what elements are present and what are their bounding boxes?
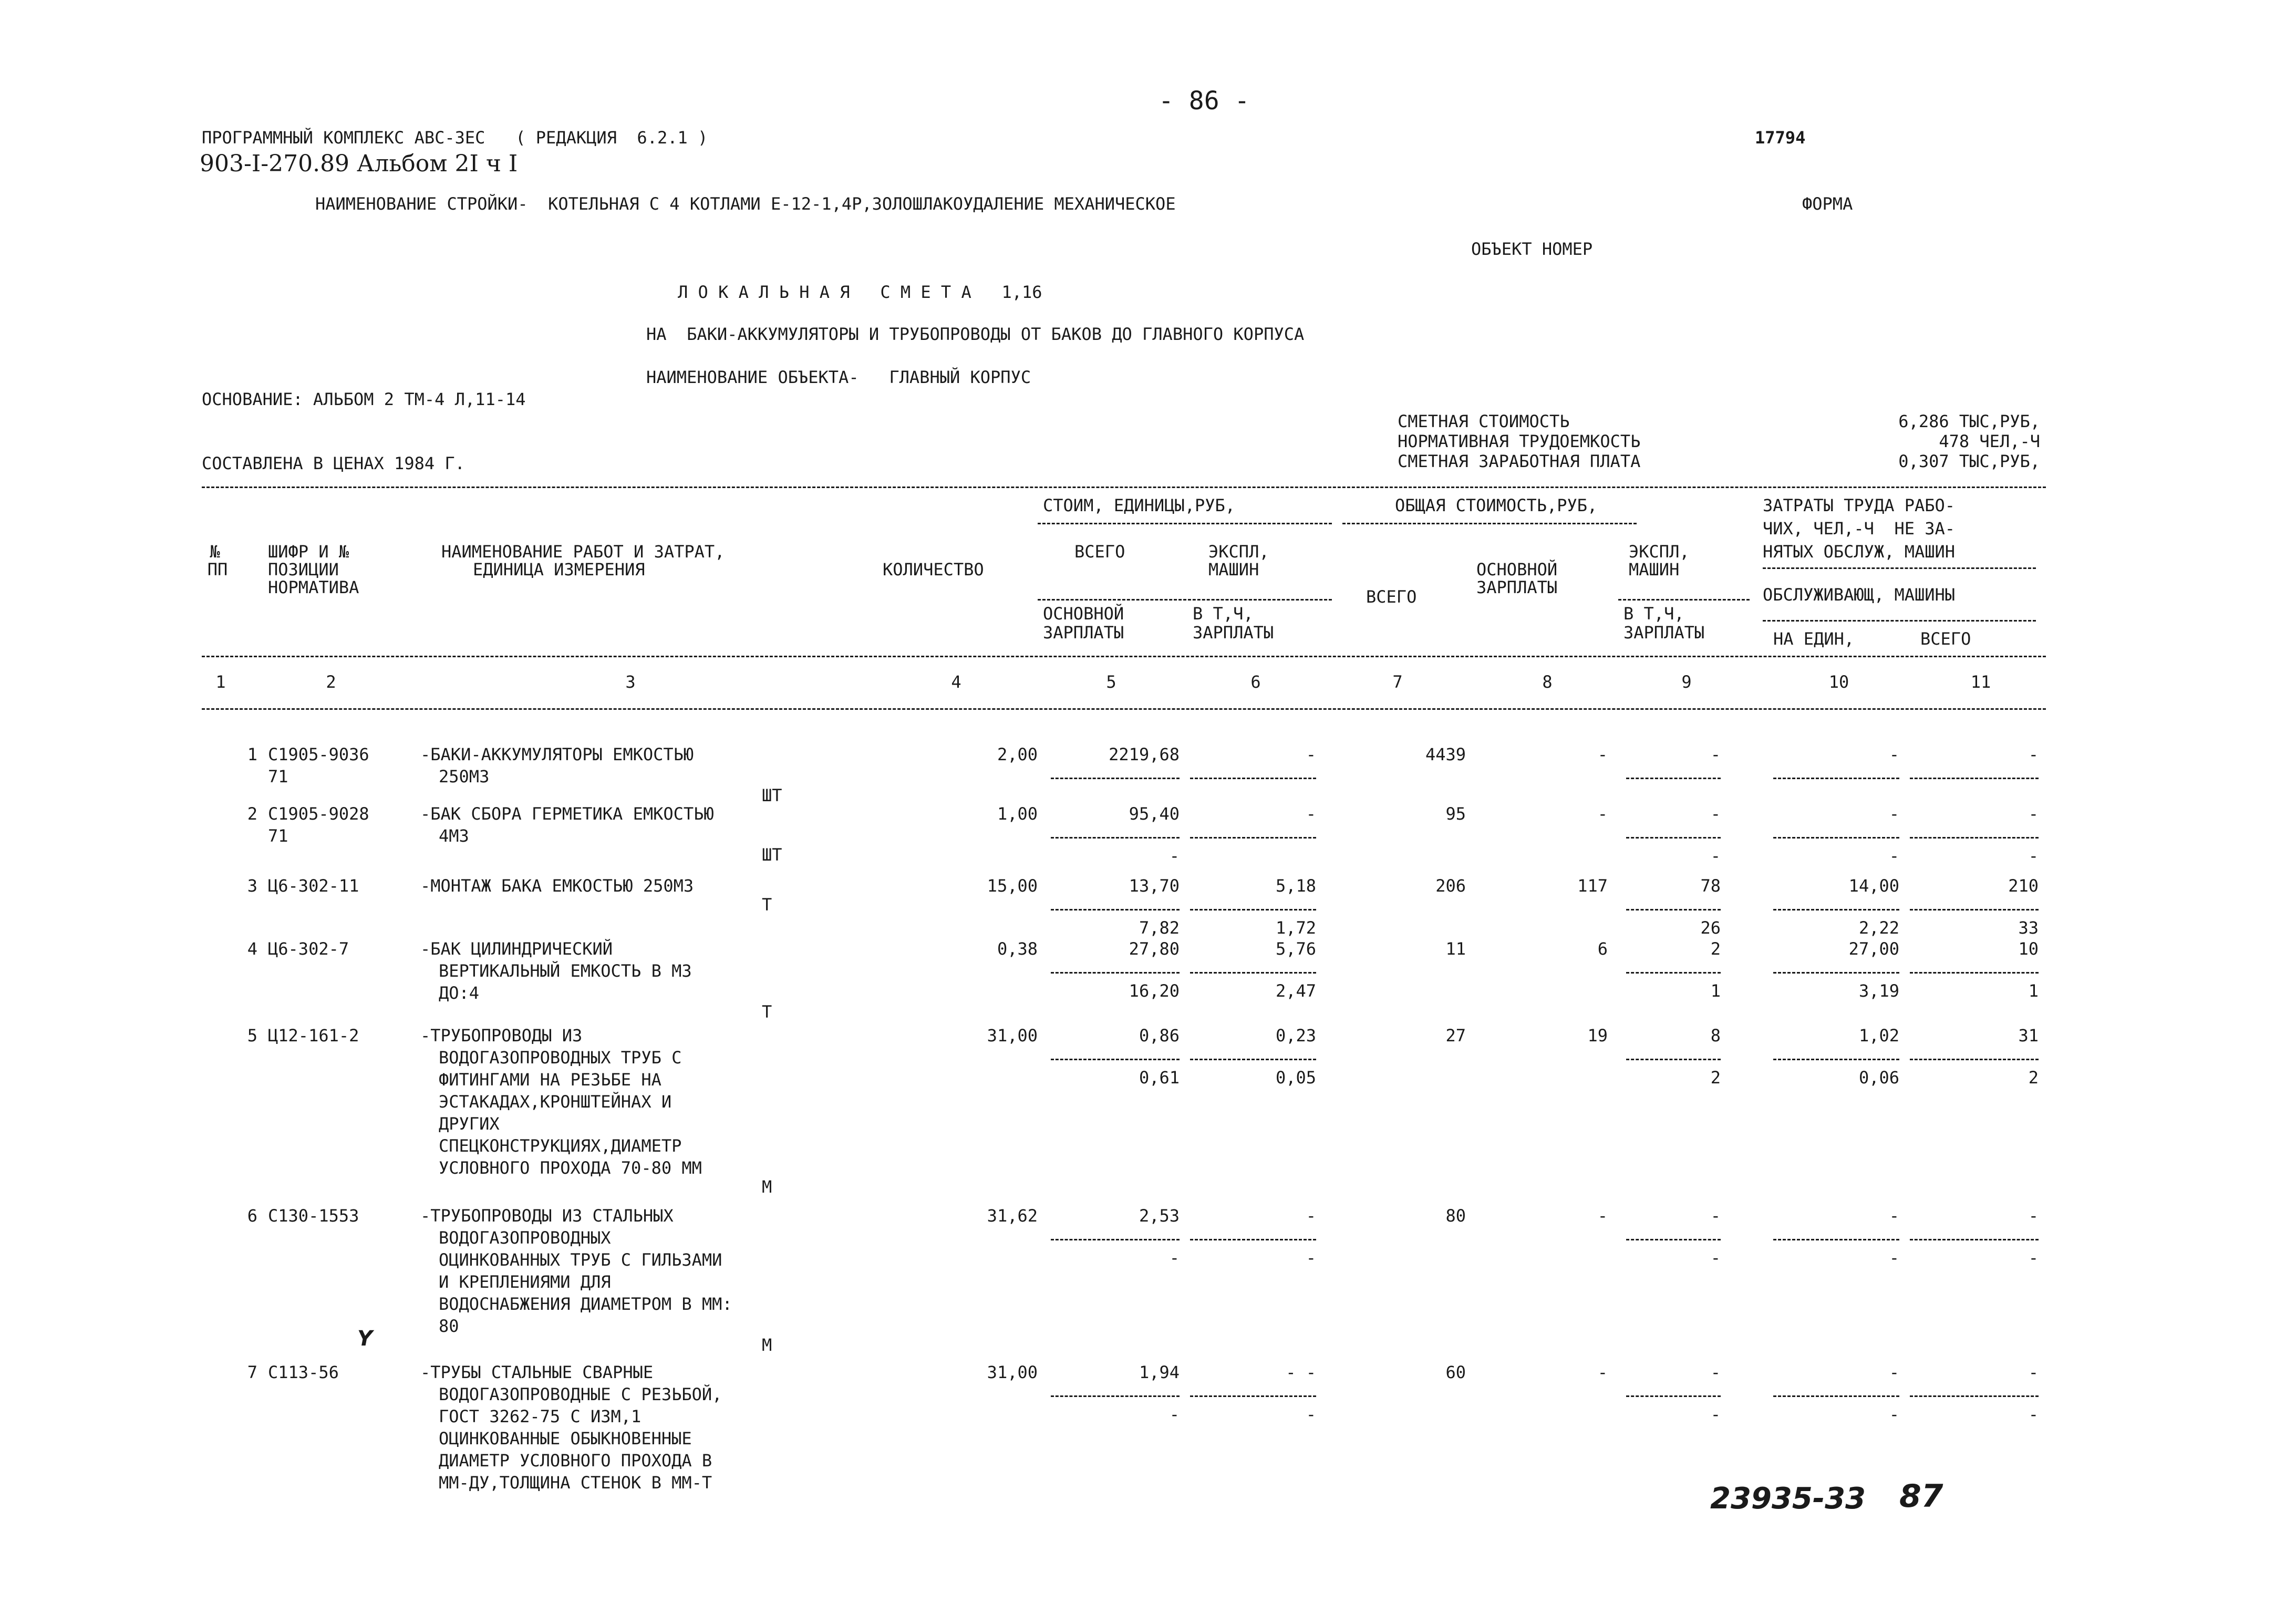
header-col1: ПП [207,560,228,580]
row-name-line: -ТРУБЫ СТАЛЬНЫЕ СВАРНЫЕ [420,1362,654,1382]
row-value: - [1889,744,1899,764]
header-unit-mach: ЭКСПЛ, [1208,542,1269,562]
row-value: 27,80 [1129,939,1180,959]
row-value: 2219,68 [1109,744,1180,764]
row-value: - - [1286,1362,1316,1382]
cell-underline [1773,972,1899,974]
row-value-sub: - [1710,1404,1721,1424]
row-name-line: ФИТИНГАМИ НА РЕЗЬБЕ НА [439,1070,661,1090]
row-unit: М [762,1177,772,1197]
header-total-mach: МАШИН [1629,560,1680,580]
row-quantity: 0,38 [997,939,1038,959]
row-name-line: ЭСТАКАДАХ,КРОНШТЕЙНАХ И [439,1092,672,1112]
row-value: 2,53 [1139,1206,1180,1226]
row-value: - [1889,804,1899,824]
column-number: 1 [215,672,226,692]
row-quantity: 1,00 [997,804,1038,824]
header-unit-mach: МАШИН [1208,560,1259,580]
row-code: Ц6-302-7 [268,939,349,959]
row-total-cost: 27 [1445,1026,1466,1046]
row-value-sub: 7,82 [1139,918,1180,938]
row-value: 0,23 [1275,1026,1316,1046]
doc-number-top: 17794 [1755,128,1806,148]
header-labor-total: ВСЕГО [1920,629,1971,649]
row-name-line: ВОДОГАЗОПРОВОДНЫХ ТРУБ С [439,1048,682,1068]
row-total-cost: 206 [1435,876,1466,896]
row-name-line: -БАК СБОРА ГЕРМЕТИКА ЕМКОСТЬЮ [420,804,714,824]
column-number: 4 [951,672,961,692]
header-unit-incl-wage: В Т,Ч, [1193,604,1254,624]
header-subrule [1342,523,1637,524]
row-value-sub: 0,06 [1858,1068,1899,1088]
row-unit: ШТ [762,845,782,865]
row-value-sub: 33 [2018,918,2039,938]
row-name-line: СПЕЦКОНСТРУКЦИЯХ,ДИАМЕТР [439,1136,682,1156]
row-quantity: 2,00 [997,744,1038,764]
row-value: 210 [2008,876,2039,896]
column-number: 11 [1970,672,1991,692]
cell-underline [1190,837,1316,839]
row-unit: ШТ [762,785,782,805]
cell-underline [1051,778,1180,779]
header-total-incl: В Т,Ч, [1623,604,1684,624]
row-number: 1 [247,744,257,764]
cell-underline [1773,909,1899,911]
header-col3: ЕДИНИЦА ИЗМЕРЕНИЯ [473,560,645,580]
cell-underline [1910,837,2039,839]
cell-underline [1626,837,1721,839]
row-value-sub: - [1889,1404,1899,1424]
row-code-suffix: 71 [268,767,288,787]
header-col2: ШИФР И № [268,542,349,562]
header-total-cost: ОБЩАЯ СТОИМОСТЬ,РУБ, [1395,495,1598,515]
cell-underline [1910,972,2039,974]
row-name-line: ВОДОСНАБЖЕНИЯ ДИАМЕТРОМ В ММ: [439,1294,732,1314]
row-number: 5 [247,1026,257,1046]
row-value-sub: 3,19 [1858,981,1899,1001]
row-value: 31 [2018,1026,2039,1046]
header-labor: ЗАТРАТЫ ТРУДА РАБО- [1763,495,1956,515]
row-value-sub: 2,47 [1275,981,1316,1001]
album-label: 903-I-270.89 Альбом 2I ч I [200,150,518,177]
header-unit-total: ВСЕГО [1074,542,1125,562]
cell-underline [1626,972,1721,974]
header-subrule [1038,523,1332,524]
header-total-incl: ЗАРПЛАТЫ [1623,623,1705,643]
row-unit: М [762,1335,772,1355]
column-number: 5 [1106,672,1116,692]
cell-underline [1051,1239,1180,1240]
row-value: - [1889,1362,1899,1382]
row-name-line: ВОДОГАЗОПРОВОДНЫЕ С РЕЗЬБОЙ, [439,1384,722,1404]
row-value-sub: - [2028,1248,2039,1268]
header-bottom-rule [202,708,2046,710]
header-col2: НОРМАТИВА [268,577,359,597]
row-value: - [2028,804,2039,824]
row-value-sub: 2 [2028,1068,2039,1088]
header-unit-cost: СТОИМ, ЕДИНИЦЫ,РУБ, [1043,495,1236,515]
header-total-base: ЗАРПЛАТЫ [1476,577,1558,597]
row-total-wage: - [1597,1206,1608,1226]
row-name-line: ДО:4 [439,983,480,1003]
row-name-line: -МОНТАЖ БАКА ЕМКОСТЬЮ 250М3 [420,876,694,896]
row-quantity: 15,00 [987,876,1038,896]
estimate-subject: НА БАКИ-АККУМУЛЯТОРЫ И ТРУБОПРОВОДЫ ОТ БАКОВ ДО ГЛАВНОГО КОРПУСА [646,324,1305,344]
row-value-sub: 2,22 [1858,918,1899,938]
row-total-cost: 60 [1445,1362,1466,1382]
cell-underline [1626,1059,1721,1060]
row-name-line: -ТРУБОПРОВОДЫ ИЗ [420,1026,583,1046]
row-name-line: ДИАМЕТР УСЛОВНОГО ПРОХОДА В [439,1451,712,1471]
row-value-sub: - [1169,1404,1180,1424]
cell-underline [1626,1395,1721,1397]
row-name-line: ОЦИНКОВАННЫХ ТРУБ С ГИЛЬЗАМИ [439,1250,722,1270]
row-value: 95,40 [1129,804,1180,824]
row-number: 3 [247,876,257,896]
row-value-sub: - [1889,1248,1899,1268]
row-total-wage: - [1597,1362,1608,1382]
program-line: ПРОГРАММНЫЙ КОМПЛЕКС АВС-ЗЕС ( РЕДАКЦИЯ 6.2.1 ) [202,128,708,148]
header-subrule [1618,599,1750,601]
row-unit: Т [762,895,772,915]
row-value-sub: - [1169,1248,1180,1268]
construction-name: НАИМЕНОВАНИЕ СТРОЙКИ- КОТЕЛЬНАЯ С 4 КОТЛАМИ Е-12-1,4Р,ЗОЛОШЛАКОУДАЛЕНИЕ МЕХАНИЧЕСКОЕ [315,194,1176,214]
cell-underline [1773,1239,1899,1240]
cell-underline [1773,1395,1899,1397]
row-unit: Т [762,1002,772,1022]
row-code: Ц6-302-11 [268,876,359,896]
row-name-line: 250М3 [439,767,490,787]
row-value-sub: - [2028,1404,2039,1424]
cell-underline [1626,909,1721,911]
row-value: - [1710,744,1721,764]
row-value-sub: - [1710,1248,1721,1268]
row-value-sub: - [1306,1404,1316,1424]
cell-underline [1051,1395,1180,1397]
handwritten-footer: 23935-33 [1710,1482,1866,1516]
cell-underline [1910,1239,2039,1240]
cell-underline [1190,1395,1316,1397]
page-number: - 86 - [1159,86,1250,116]
row-name-line: ВЕРТИКАЛЬНЫЙ ЕМКОСТЬ В М3 [439,961,692,981]
row-value: 1,94 [1139,1362,1180,1382]
estimate-title: Л О К А Л Ь Н А Я С М Е Т А 1,16 [678,282,1042,302]
row-code: Ц12-161-2 [268,1026,359,1046]
row-value-sub: 16,20 [1129,981,1180,1001]
row-code-suffix: 71 [268,826,288,846]
cell-underline [1190,1239,1316,1240]
row-number: 4 [247,939,257,959]
row-value-sub: - [2028,846,2039,866]
row-total-wage: - [1597,804,1608,824]
row-name-line: 80 [439,1316,459,1336]
cell-underline [1773,837,1899,839]
cell-underline [1626,778,1721,779]
cell-underline [1051,1059,1180,1060]
row-total-wage: 6 [1597,939,1608,959]
object-name: НАИМЕНОВАНИЕ ОБЪЕКТА- ГЛАВНЫЙ КОРПУС [646,367,1031,387]
header-total-mach: ЭКСПЛ, [1629,542,1690,562]
cell-underline [1626,1239,1721,1240]
row-name-line: 4М3 [439,826,469,846]
cell-underline [1910,1395,2039,1397]
row-value: 10 [2018,939,2039,959]
row-total-wage: 19 [1587,1026,1608,1046]
column-number: 9 [1681,672,1692,692]
column-number: 3 [625,672,636,692]
row-name-line: УСЛОВНОГО ПРОХОДА 70-80 ММ [439,1158,702,1178]
summary-label: СМЕТНАЯ ЗАРАБОТНАЯ ПЛАТА [1398,451,1641,471]
row-value: 13,70 [1129,876,1180,896]
summary-value: 0,307 ТЫС,РУБ, [1898,451,2040,471]
column-number: 7 [1392,672,1403,692]
row-value: 0,86 [1139,1026,1180,1046]
summary-label: СМЕТНАЯ СТОИМОСТЬ [1398,411,1570,431]
header-col4: КОЛИЧЕСТВО [883,560,984,580]
row-value-sub: - [1889,846,1899,866]
row-value: - [2028,1206,2039,1226]
row-value-sub: - [1306,1248,1316,1268]
row-value: 27,00 [1848,939,1899,959]
header-col3: НАИМЕНОВАНИЕ РАБОТ И ЗАТРАТ, [441,542,725,562]
form-label: ФОРМА [1802,194,1853,214]
row-value: 14,00 [1848,876,1899,896]
cell-underline [1051,972,1180,974]
header-subrule [1763,567,2036,569]
row-name-line: -ТРУБОПРОВОДЫ ИЗ СТАЛЬНЫХ [420,1206,674,1226]
cell-underline [1773,778,1899,779]
cell-underline [1051,837,1180,839]
cell-underline [1910,778,2039,779]
summary-value: 6,286 ТЫС,РУБ, [1898,411,2040,431]
column-number: 8 [1542,672,1553,692]
row-value: - [1889,1206,1899,1226]
row-value: - [1306,744,1316,764]
table-top-rule [202,487,2046,488]
cell-underline [1910,909,2039,911]
row-quantity: 31,00 [987,1026,1038,1046]
header-total-base: ОСНОВНОЙ [1476,560,1558,580]
row-value: - [2028,1362,2039,1382]
row-code: С1905-9036 [268,744,369,764]
header-col2: ПОЗИЦИИ [268,560,339,580]
row-total-cost: 95 [1445,804,1466,824]
row-value-sub: 1 [2028,981,2039,1001]
row-name-line: ГОСТ 3262-75 С ИЗМ,1 [439,1406,642,1426]
row-total-wage: 117 [1577,876,1608,896]
row-name-line: -БАКИ-АККУМУЛЯТОРЫ ЕМКОСТЬЮ [420,744,694,764]
row-total-cost: 4439 [1425,744,1466,764]
header-labor-service: ОБСЛУЖИВАЮЩ, МАШИНЫ [1763,585,1956,605]
header-rule [202,656,2046,657]
header-unit-incl-wage: ЗАРПЛАТЫ [1193,623,1274,643]
row-value: 5,76 [1275,939,1316,959]
row-total-cost: 80 [1445,1206,1466,1226]
row-name-line: И КРЕПЛЕНИЯМИ ДЛЯ [439,1272,611,1292]
column-number: 2 [326,672,336,692]
row-value: - [1710,1206,1721,1226]
row-number: 7 [247,1362,257,1382]
cell-underline [1190,909,1316,911]
header-labor: НЯТЫХ ОБСЛУЖ, МАШИН [1763,542,1956,562]
header-unit-base-wage: ЗАРПЛАТЫ [1043,623,1124,643]
row-value-sub: 1,72 [1275,918,1316,938]
row-value: 78 [1700,876,1721,896]
row-value: 1,02 [1858,1026,1899,1046]
row-value-sub: 0,61 [1139,1068,1180,1088]
row-value: - [2028,744,2039,764]
row-quantity: 31,00 [987,1362,1038,1382]
cell-underline [1190,778,1316,779]
header-col1: № [210,542,220,562]
row-name-line: -БАК ЦИЛИНДРИЧЕСКИЙ [420,939,613,959]
row-value: 2 [1710,939,1721,959]
column-number: 10 [1828,672,1849,692]
object-number-label: ОБЪЕКТ НОМЕР [1471,239,1593,259]
row-code: С1905-9028 [268,804,369,824]
row-value-sub: 2 [1710,1068,1721,1088]
cell-underline [1190,1059,1316,1060]
row-value: - [1306,804,1316,824]
row-value-sub: 0,05 [1275,1068,1316,1088]
header-labor: ЧИХ, ЧЕЛ,-Ч НЕ ЗА- [1763,519,1956,539]
row-code: С113-56 [268,1362,339,1382]
cell-underline [1773,1059,1899,1060]
row-value: 5,18 [1275,876,1316,896]
row-value-sub: 26 [1700,918,1721,938]
row-name-line: ММ-ДУ,ТОЛЩИНА СТЕНОК В ММ-Т [439,1473,712,1493]
cell-underline [1051,909,1180,911]
basis: ОСНОВАНИЕ: АЛЬБОМ 2 ТМ-4 Л,11-14 [202,389,526,409]
row-value-sub: - [1169,846,1180,866]
row-name-line: ОЦИНКОВАННЫЕ ОБЫКНОВЕННЫЕ [439,1429,692,1449]
row-value: - [1710,1362,1721,1382]
row-value: - [1306,1206,1316,1226]
row-number: 2 [247,804,257,824]
header-subrule [1038,599,1332,601]
row-name-line: ДРУГИХ [439,1114,500,1134]
header-subrule [1763,620,2036,622]
row-value: 8 [1710,1026,1721,1046]
header-unit-base-wage: ОСНОВНОЙ [1043,604,1124,624]
handwritten-page: 87 [1899,1478,1943,1515]
column-number: 6 [1250,672,1261,692]
cell-underline [1190,972,1316,974]
header-total-all: ВСЕГО [1366,587,1417,607]
row-quantity: 31,62 [987,1206,1038,1226]
row-value: - [1710,804,1721,824]
row-code: С130-1553 [268,1206,359,1226]
row-total-wage: - [1597,744,1608,764]
row-total-cost: 11 [1445,939,1466,959]
summary-value: 478 ЧЕЛ,-Ч [1939,431,2040,451]
summary-label: НОРМАТИВНАЯ ТРУДОЕМКОСТЬ [1398,431,1641,451]
margin-mark: Y [357,1327,373,1351]
row-value-sub: 1 [1710,981,1721,1001]
row-value-sub: - [1710,846,1721,866]
row-number: 6 [247,1206,257,1226]
prices-label: СОСТАВЛЕНА В ЦЕНАХ 1984 Г. [202,453,465,473]
header-labor-unit: НА ЕДИН, [1773,629,1855,649]
cell-underline [1910,1059,2039,1060]
row-name-line: ВОДОГАЗОПРОВОДНЫХ [439,1228,611,1248]
